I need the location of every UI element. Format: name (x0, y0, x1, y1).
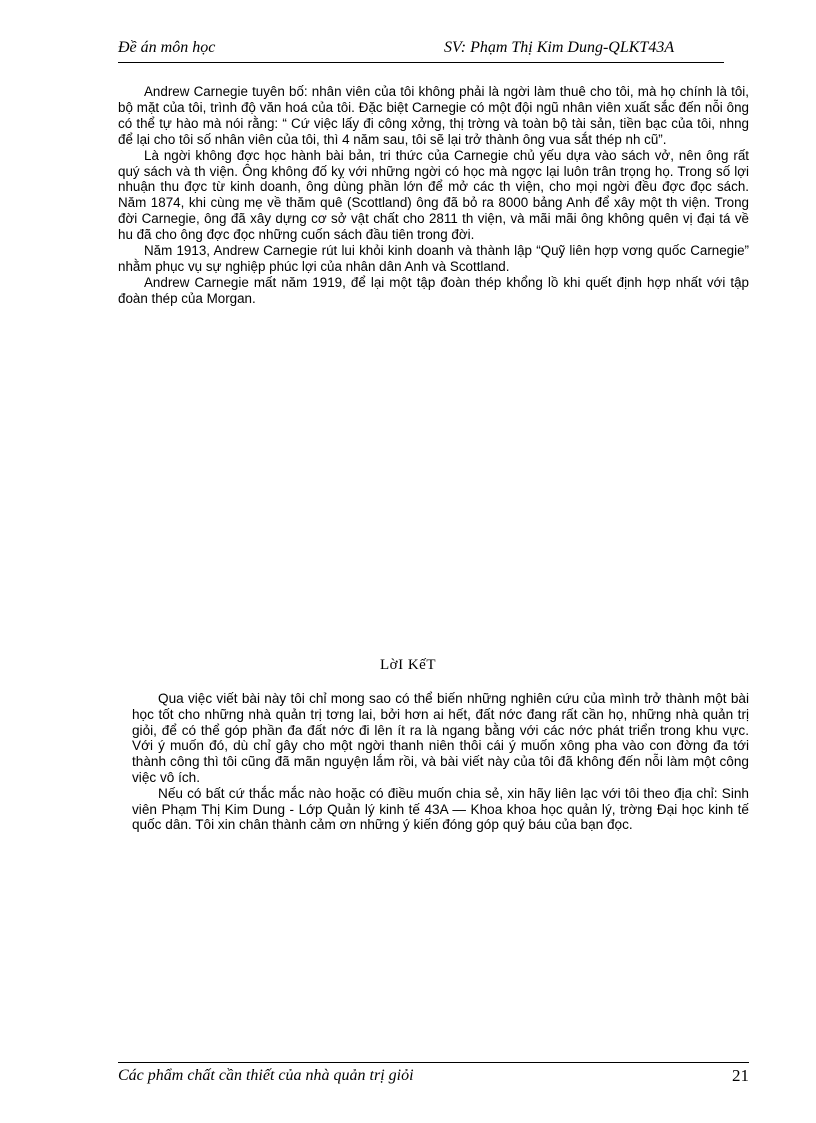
conclusion-section (132, 691, 749, 833)
page-footer (118, 1062, 749, 1089)
paragraph: Andrew Carnegie tuyên bố: nhân viên của tôi không phải là ngời làm thuê cho tôi, mà họ chính là tôi, bộ mặt của tôi, trình độ văn hoá của tôi. Đặc biệt Carnegie có một đội ngũ nhân viên xuất sắc đến nỗi ông có thể tự hào mà nói rằng: “ Cứ việc lấy đi công xởng, thị trờng và toàn bộ tài sản, tiền bạc của tôi, nhng để lại cho tôi số nhân viên của tôi, thì 4 năm sau, tôi sẽ lại trở thành ông vua sắt thép nh cũ”. (118, 84, 749, 147)
carnegie-section (118, 84, 749, 307)
page-header (118, 38, 724, 63)
footer-document-title: Các phẩm chất cần thiết của nhà quản trị giỏi (118, 1067, 414, 1084)
paragraph: Qua việc viết bài này tôi chỉ mong sao có thể biến những nghiên cứu của mình trở thành một bài học tốt cho những nhà quản trị tơng lai, bởi hơn ai hết, đất nớc đang rất cần họ, những nhà quản trị giỏi, để có thể góp phần đa đất nớc đi lên ít ra là ngang bằng với các nớc phát triển trong khu vực. Với ý muốn đó, dù chỉ gây cho một ngời thanh niên thôi cái ý muốn xông pha vào con đờng đa tới thành công thì tôi cũng đã mãn nguyện lắm rồi, và bài viết này của tôi đã không đến nỗi làm một công việc vô ích. (132, 691, 749, 785)
conclusion-heading: LờI KếT (380, 657, 436, 673)
header-student-label: SV: Phạm Thị Kim Dung-QLKT43A (444, 39, 675, 56)
paragraph: Năm 1913, Andrew Carnegie rút lui khỏi kinh doanh và thành lập “Quỹ liên hợp vơng quốc Carnegie” nhằm phục vụ sự nghiệp phúc lợi của nhân dân Anh và Scottland. (118, 243, 749, 274)
paragraph: Là ngời không đợc học hành bài bản, tri thức của Carnegie chủ yếu dựa vào sách vở, nên ông rất quý sách và th viện. Ông không đố kỵ với những ngời có học mà ngợc lại luôn trân trọng họ. Trong số lợi nhuận thu đợc từ kinh doanh, ông dùng phần lớn để mở các th viện, cho mọi ngời đều đợc đọc sách. Năm 1874, khi cùng mẹ về thăm quê (Scottland) ông đã bỏ ra 8000 bảng Anh để xây một th viện. Trong đời Carnegie, ông đã xây dựng cơ sở vật chất cho 2811 th viện, và mãi mãi ông không quên vị đại tá về hu đã cho ông đợc đọc những cuốn sách đầu tiên trong đời. (118, 147, 749, 243)
paragraph: Nếu có bất cứ thắc mắc nào hoặc có điều muốn chia sẻ, xin hãy liên lạc với tôi theo địa chỉ: Sinh viên Phạm Thị Kim Dung - Lớp Quản lý kinh tế 43A — Khoa khoa học quản lý, trờng Đại học kinh tế quốc dân. Tôi xin chân thành cảm ơn những ý kiến đóng góp quý báu của bạn đọc. (132, 785, 749, 833)
paragraph: Andrew Carnegie mất năm 1919, để lại một tập đoàn thép khổng lồ khi quết định hợp nhất với tập đoàn thép của Morgan. (118, 274, 749, 306)
header-course-label: Đề án môn học (118, 39, 216, 56)
page-number: 21 (732, 1066, 749, 1085)
